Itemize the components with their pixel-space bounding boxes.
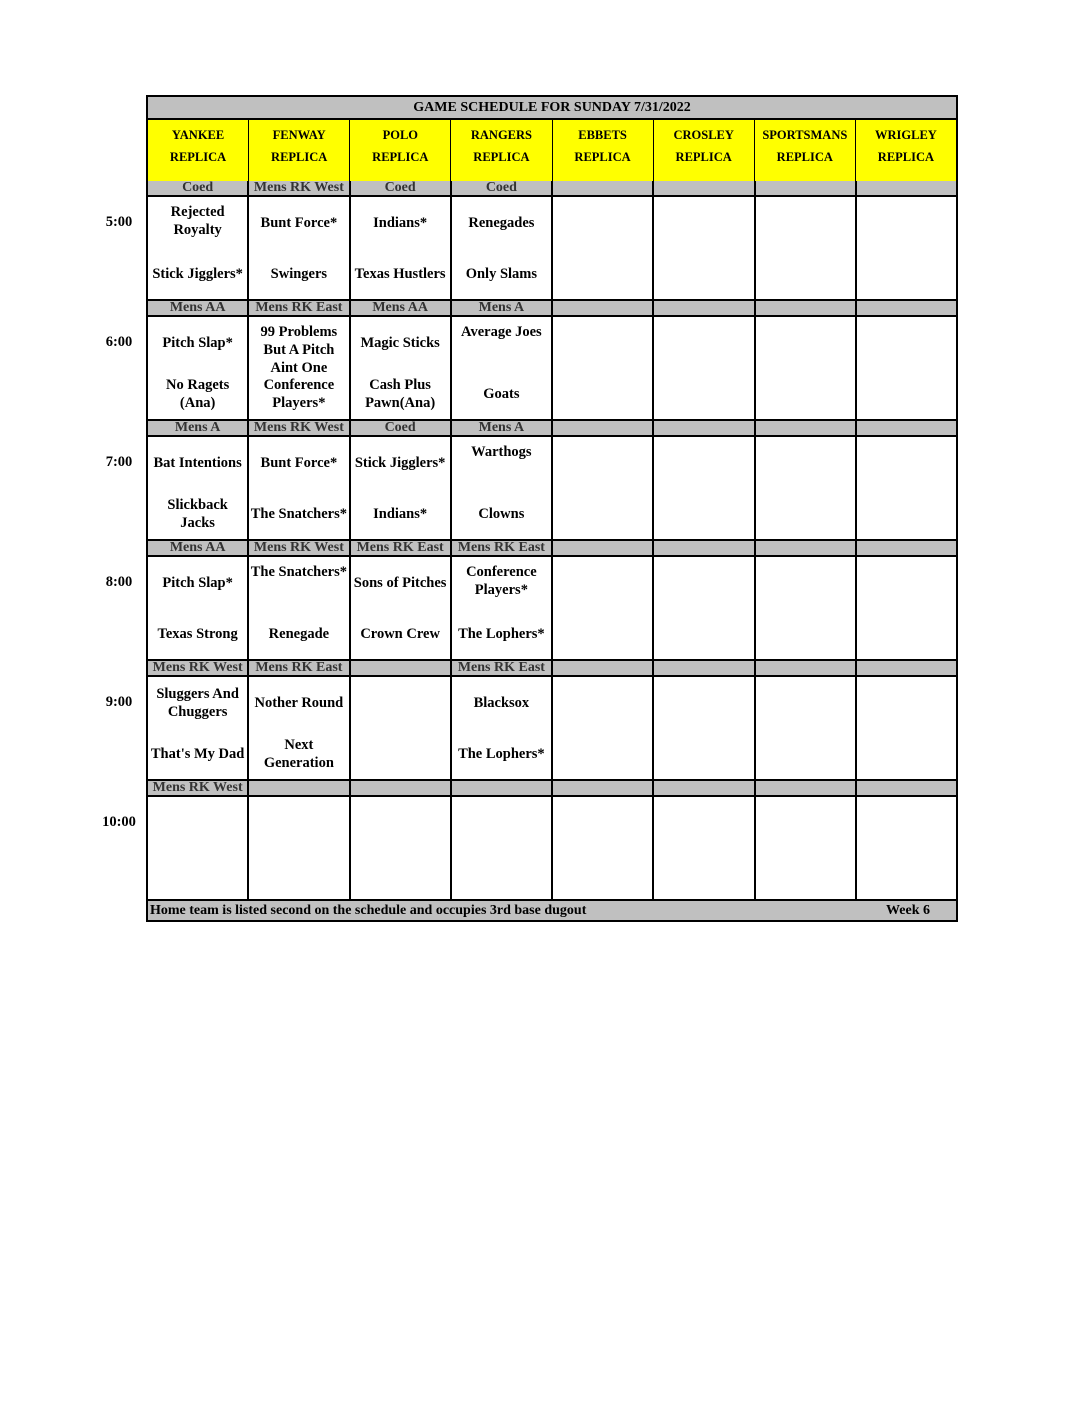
division-label — [553, 661, 654, 675]
game-cell — [148, 677, 249, 779]
division-row — [148, 659, 956, 677]
field-name: EBBETS — [578, 128, 627, 142]
home-team — [756, 848, 855, 899]
home-team: Swingers — [270, 265, 328, 282]
division-label — [553, 301, 654, 315]
field-header-crosley — [654, 120, 755, 181]
game-cell — [249, 317, 350, 419]
game-cell — [553, 677, 654, 779]
away-team: Renegades — [468, 214, 535, 231]
away-team: Warthogs — [471, 444, 532, 460]
game-cell — [756, 197, 857, 299]
away-team — [654, 677, 753, 728]
away-team: Sons of Pitches — [353, 574, 447, 591]
game-cell — [351, 197, 452, 299]
field-sub: REPLICA — [877, 150, 935, 164]
home-team — [857, 368, 956, 419]
division-label: Mens RK East — [452, 541, 553, 555]
game-cell — [452, 677, 553, 779]
home-team — [654, 608, 753, 659]
field-header-polo — [350, 120, 451, 181]
away-team — [654, 317, 753, 368]
home-team — [249, 848, 348, 899]
game-cell — [148, 197, 249, 299]
field-sub: REPLICA — [271, 150, 328, 164]
away-team — [857, 557, 956, 608]
home-team — [857, 848, 956, 899]
schedule-body — [148, 181, 956, 899]
away-team — [654, 557, 753, 608]
away-team — [351, 797, 450, 848]
division-label — [553, 181, 654, 195]
time-slot-row — [148, 557, 956, 659]
division-label — [553, 781, 654, 795]
away-team — [857, 677, 956, 728]
division-row — [148, 539, 956, 557]
away-team — [249, 797, 348, 848]
game-cell — [351, 797, 452, 899]
home-team — [756, 608, 855, 659]
field-sub: REPLICA — [574, 150, 631, 164]
away-team: Magic Sticks — [360, 334, 440, 351]
time-label: 9:00 — [105, 694, 133, 710]
field-header-yankee — [148, 120, 249, 181]
division-label — [654, 661, 755, 675]
division-label: Mens RK East — [249, 661, 350, 675]
field-sub: REPLICA — [169, 150, 227, 164]
game-cell — [654, 557, 755, 659]
division-label: Coed — [351, 421, 452, 435]
home-team — [553, 608, 652, 659]
field-name: WRIGLEY — [875, 128, 937, 142]
division-label: Mens A — [452, 421, 553, 435]
away-team — [857, 797, 956, 848]
time-slot-row — [148, 437, 956, 539]
game-cell — [553, 557, 654, 659]
division-label: Coed — [351, 181, 452, 195]
time-label: 10:00 — [102, 814, 136, 830]
home-team — [553, 848, 652, 899]
game-cell — [756, 797, 857, 899]
field-sub: REPLICA — [776, 150, 833, 164]
time-slot-row — [148, 797, 956, 899]
home-team — [756, 368, 855, 419]
away-team: Pitch Slap* — [162, 574, 233, 591]
division-label — [756, 661, 857, 675]
home-team — [857, 248, 956, 299]
home-team — [351, 848, 450, 899]
field-name: RANGERS — [470, 128, 532, 142]
home-team — [148, 848, 247, 899]
division-row — [148, 779, 956, 797]
away-team: Bat Intentions — [153, 454, 242, 471]
away-team: 99 Problems But A Pitch Aint One — [260, 324, 338, 376]
away-team — [654, 197, 753, 248]
division-label — [857, 301, 956, 315]
field-header-sportsmans — [755, 120, 856, 181]
game-cell — [249, 197, 350, 299]
division-label — [351, 781, 452, 795]
division-label: Mens RK West — [249, 541, 350, 555]
away-team: Average Joes — [461, 324, 542, 340]
home-team — [756, 248, 855, 299]
away-team — [148, 797, 247, 848]
division-label: Mens RK East — [452, 661, 553, 675]
division-label: Mens A — [148, 421, 249, 435]
field-header-ebbets — [553, 120, 654, 181]
field-name: POLO — [382, 128, 419, 142]
division-label — [654, 781, 755, 795]
field-sub: REPLICA — [372, 150, 429, 164]
schedule-title: GAME SCHEDULE FOR SUNDAY 7/31/2022 — [148, 97, 956, 120]
home-team — [654, 248, 753, 299]
home-team: Texas Strong — [157, 625, 238, 642]
game-cell — [857, 797, 956, 899]
home-team — [553, 488, 652, 539]
home-team: Slickback Jacks — [167, 496, 228, 531]
game-cell — [857, 197, 956, 299]
game-cell — [452, 197, 553, 299]
division-label: Mens RK East — [249, 301, 350, 315]
division-label — [654, 301, 755, 315]
week-label: Week 6 — [886, 903, 930, 918]
schedule-table — [146, 95, 958, 922]
game-cell — [857, 317, 956, 419]
away-team — [756, 437, 855, 488]
game-cell — [351, 557, 452, 659]
division-label — [654, 541, 755, 555]
home-team — [756, 488, 855, 539]
away-team — [756, 197, 855, 248]
home-team: Goats — [483, 385, 520, 402]
game-cell — [857, 557, 956, 659]
time-slot-row — [148, 677, 956, 779]
away-team — [654, 797, 753, 848]
home-team: Clowns — [478, 505, 525, 522]
game-cell — [654, 677, 755, 779]
game-cell — [553, 797, 654, 899]
game-cell — [148, 797, 249, 899]
home-team — [553, 728, 652, 779]
game-cell — [756, 677, 857, 779]
division-label — [857, 661, 956, 675]
away-team — [857, 317, 956, 368]
away-team: Indians* — [373, 214, 428, 231]
field-header-wrigley — [856, 120, 956, 181]
away-team: Rejected Royalty — [170, 204, 225, 238]
away-team: The Snatchers* — [250, 564, 348, 580]
away-team: Nother Round — [254, 694, 344, 711]
division-label: Coed — [452, 181, 553, 195]
away-team — [553, 197, 652, 248]
game-cell — [351, 677, 452, 779]
division-label — [857, 421, 956, 435]
home-team — [857, 488, 956, 539]
home-team: Texas Hustlers — [354, 265, 446, 282]
time-slot-row — [148, 317, 956, 419]
game-cell — [553, 437, 654, 539]
field-sub: REPLICA — [473, 150, 530, 164]
division-label: Mens RK West — [148, 781, 249, 795]
game-cell — [857, 677, 956, 779]
home-team: Only Slams — [465, 265, 538, 282]
division-label: Mens RK West — [148, 661, 249, 675]
game-cell — [452, 437, 553, 539]
game-cell — [249, 677, 350, 779]
home-team — [857, 728, 956, 779]
time-label: 5:00 — [105, 214, 133, 230]
away-team — [553, 437, 652, 488]
away-team — [857, 197, 956, 248]
division-row — [148, 181, 956, 197]
home-team: Crown Crew — [360, 625, 440, 642]
game-cell — [553, 197, 654, 299]
division-label: Mens RK West — [249, 421, 350, 435]
away-team: Stick Jigglers* — [354, 454, 446, 471]
division-label — [351, 661, 452, 675]
home-team: No Ragets (Ana) — [166, 376, 230, 411]
division-label — [756, 301, 857, 315]
home-team — [654, 728, 753, 779]
home-team — [756, 728, 855, 779]
time-label: 6:00 — [105, 334, 133, 350]
game-cell — [756, 557, 857, 659]
division-label: Mens AA — [351, 301, 452, 315]
away-team — [452, 797, 551, 848]
division-label — [249, 781, 350, 795]
division-label: Mens RK East — [351, 541, 452, 555]
home-team: Cash Plus Pawn(Ana) — [365, 376, 436, 411]
division-label — [756, 541, 857, 555]
division-label — [654, 421, 755, 435]
game-cell — [148, 437, 249, 539]
away-team — [553, 677, 652, 728]
game-cell — [654, 437, 755, 539]
home-team — [654, 368, 753, 419]
away-team: Bunt Force* — [260, 214, 338, 231]
home-team — [553, 368, 652, 419]
game-cell — [249, 557, 350, 659]
division-label: Mens AA — [148, 541, 249, 555]
division-row — [148, 299, 956, 317]
field-header-fenway — [249, 120, 350, 181]
division-label — [756, 781, 857, 795]
home-team — [857, 608, 956, 659]
away-team — [756, 317, 855, 368]
home-team: Next Generation — [263, 736, 334, 771]
away-team — [654, 437, 753, 488]
game-cell — [249, 797, 350, 899]
away-team: Sluggers And Chuggers — [156, 685, 239, 720]
home-team — [654, 848, 753, 899]
field-header-rangers — [451, 120, 552, 181]
away-team: Conference Players* — [466, 564, 537, 598]
division-label: Coed — [148, 181, 249, 195]
away-team: Blacksox — [473, 694, 530, 711]
home-team: Indians* — [373, 505, 428, 522]
schedule-footer — [148, 899, 956, 920]
home-team: That's My Dad — [150, 745, 245, 762]
game-cell — [249, 437, 350, 539]
field-sub: REPLICA — [675, 150, 732, 164]
game-cell — [553, 317, 654, 419]
game-cell — [654, 197, 755, 299]
time-slot-row — [148, 197, 956, 299]
game-cell — [351, 437, 452, 539]
field-name: FENWAY — [272, 128, 326, 142]
field-name: CROSLEY — [673, 128, 734, 142]
game-cell — [857, 437, 956, 539]
division-label — [553, 541, 654, 555]
away-team — [756, 557, 855, 608]
game-cell — [654, 317, 755, 419]
division-label — [857, 541, 956, 555]
field-name: SPORTSMANS — [762, 128, 848, 142]
division-label: Mens AA — [148, 301, 249, 315]
home-team — [351, 728, 450, 779]
home-team: The Lophers* — [458, 625, 545, 642]
home-team — [452, 848, 551, 899]
away-team — [756, 797, 855, 848]
game-cell — [148, 317, 249, 419]
time-label: 8:00 — [105, 574, 133, 590]
home-team: The Lophers* — [458, 745, 545, 762]
game-cell — [654, 797, 755, 899]
away-team: Pitch Slap* — [162, 334, 233, 351]
game-cell — [452, 557, 553, 659]
away-team — [857, 437, 956, 488]
game-cell — [452, 797, 553, 899]
away-team — [351, 677, 450, 728]
division-label — [654, 181, 755, 195]
home-team — [553, 248, 652, 299]
home-team — [654, 488, 753, 539]
away-team: Bunt Force* — [260, 454, 338, 471]
home-team: Stick Jigglers* — [152, 265, 243, 282]
division-label — [857, 781, 956, 795]
division-label — [857, 181, 956, 195]
division-row — [148, 419, 956, 437]
home-team: Conference Players* — [263, 376, 335, 411]
home-team: The Snatchers* — [250, 505, 348, 522]
division-label — [756, 421, 857, 435]
field-header-row — [148, 120, 956, 181]
game-cell — [452, 317, 553, 419]
time-label: 7:00 — [105, 454, 133, 470]
away-team — [553, 797, 652, 848]
division-label: Mens RK West — [249, 181, 350, 195]
division-label — [756, 181, 857, 195]
division-label — [452, 781, 553, 795]
footer-note: Home team is listed second on the schedule and occupies 3rd base dugout — [150, 903, 587, 918]
game-cell — [351, 317, 452, 419]
game-cell — [148, 557, 249, 659]
division-label: Mens A — [452, 301, 553, 315]
away-team — [553, 557, 652, 608]
home-team: Renegade — [268, 625, 330, 642]
game-cell — [756, 437, 857, 539]
away-team — [553, 317, 652, 368]
game-cell — [756, 317, 857, 419]
division-label — [553, 421, 654, 435]
field-name: YANKEE — [171, 128, 225, 142]
away-team — [756, 677, 855, 728]
